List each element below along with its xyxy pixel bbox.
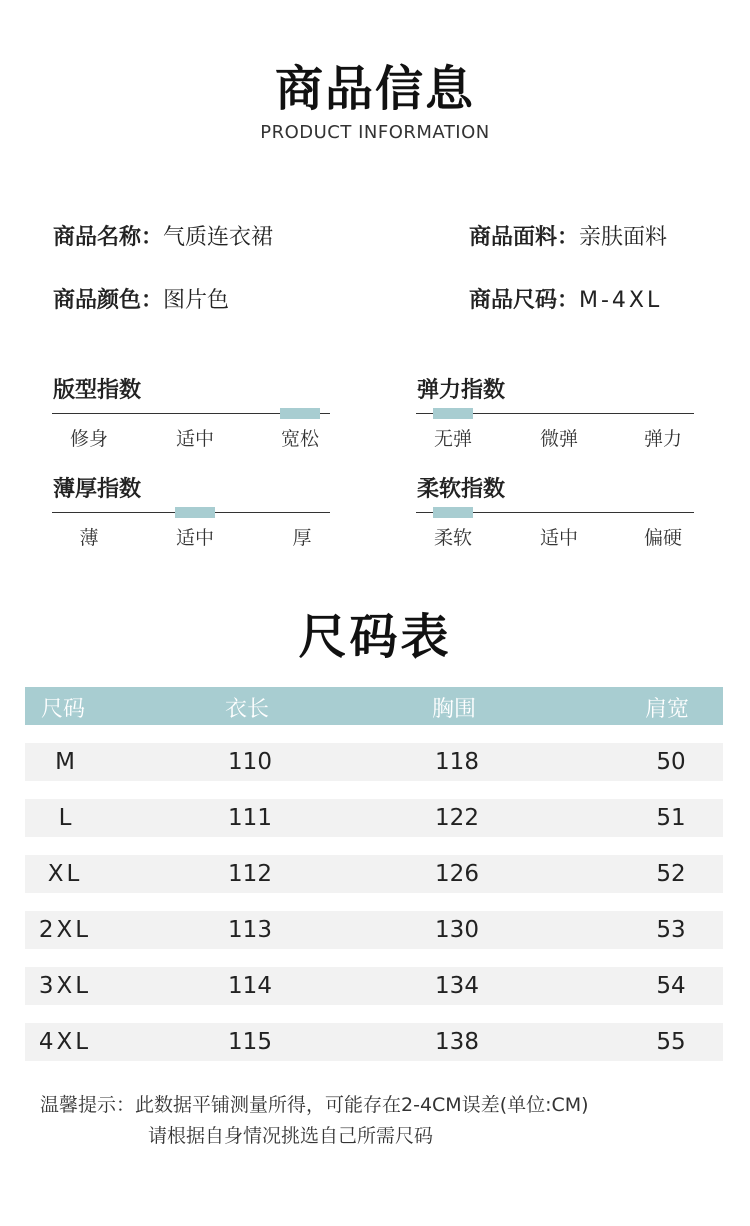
stretch-index-option: 无弹 <box>433 428 472 450</box>
info-name-value: 气质连衣裙 <box>163 225 274 250</box>
page-subtitle: PRODUCT INFORMATION <box>260 122 490 143</box>
tip-line-2: 请根据自身情况挑选自己所需尺码 <box>148 1125 434 1147</box>
stretch-index-title: 弹力指数 <box>417 378 506 403</box>
header-shoulder: 肩宽 <box>645 697 690 722</box>
table-row <box>25 799 723 837</box>
cell-bust: 134 <box>435 973 479 999</box>
info-size <box>469 283 662 314</box>
info-color-label: 商品颜色： <box>53 288 164 313</box>
softness-index-marker <box>433 507 473 518</box>
cell-shoulder: 55 <box>656 1029 686 1055</box>
cell-size: 3XL <box>38 973 92 999</box>
table-row <box>25 855 723 893</box>
cell-length: 111 <box>228 805 272 831</box>
stretch-index-option: 微弹 <box>539 428 578 450</box>
cell-size: 4XL <box>38 1029 92 1055</box>
page-title: 商品信息 <box>274 61 475 117</box>
cell-size: L <box>58 805 72 831</box>
info-fabric-label: 商品面料： <box>469 225 580 250</box>
cell-shoulder: 54 <box>656 973 686 999</box>
cell-shoulder: 51 <box>656 805 686 831</box>
cell-length: 113 <box>228 917 272 943</box>
header-length: 衣长 <box>225 697 270 722</box>
fit-index-marker <box>280 408 320 419</box>
header-bust: 胸围 <box>432 697 477 722</box>
cell-bust: 126 <box>435 861 479 887</box>
cell-size: M <box>55 749 75 775</box>
softness-index-option: 柔软 <box>433 527 472 549</box>
fit-index-title: 版型指数 <box>53 378 142 403</box>
cell-bust: 122 <box>435 805 479 831</box>
info-fabric-value: 亲肤面料 <box>579 225 668 250</box>
info-size-value: M-4XL <box>579 288 663 313</box>
info-size-label: 商品尺码： <box>469 288 580 313</box>
softness-index-option: 偏硬 <box>643 527 682 549</box>
thickness-index-option: 薄 <box>79 527 99 549</box>
info-color <box>53 283 229 314</box>
info-fabric <box>469 220 667 251</box>
info-name <box>53 220 273 251</box>
thickness-index-option: 厚 <box>292 527 312 549</box>
fit-index-option: 宽松 <box>280 428 319 450</box>
tip-line-1: 温馨提示：此数据平铺测量所得，可能存在2-4CM误差(单位:CM) <box>40 1094 589 1116</box>
table-row <box>25 1023 723 1061</box>
info-color-value: 图片色 <box>163 288 230 313</box>
softness-index-title: 柔软指数 <box>417 477 506 502</box>
table-row <box>25 743 723 781</box>
table-row <box>25 911 723 949</box>
header-size: 尺码 <box>41 697 86 722</box>
cell-shoulder: 52 <box>656 861 686 887</box>
thickness-index-marker <box>175 507 215 518</box>
cell-length: 112 <box>228 861 272 887</box>
cell-length: 115 <box>228 1029 272 1055</box>
softness-index-option: 适中 <box>539 527 578 549</box>
cell-bust: 138 <box>435 1029 479 1055</box>
fit-index-option: 适中 <box>175 428 214 450</box>
stretch-index-option: 弹力 <box>643 428 682 450</box>
cell-size: XL <box>47 861 83 887</box>
fit-index-option: 修身 <box>69 428 108 450</box>
cell-length: 114 <box>228 973 272 999</box>
cell-bust: 130 <box>435 917 479 943</box>
cell-bust: 118 <box>435 749 479 775</box>
info-name-label: 商品名称： <box>53 225 164 250</box>
cell-length: 110 <box>228 749 272 775</box>
cell-size: 2XL <box>38 917 92 943</box>
cell-shoulder: 50 <box>656 749 686 775</box>
table-row <box>25 967 723 1005</box>
cell-shoulder: 53 <box>656 917 686 943</box>
thickness-index-title: 薄厚指数 <box>53 477 142 502</box>
size-table-title: 尺码表 <box>298 609 452 665</box>
stretch-index-marker <box>433 408 473 419</box>
size-table-header <box>25 687 723 725</box>
thickness-index-option: 适中 <box>175 527 214 549</box>
